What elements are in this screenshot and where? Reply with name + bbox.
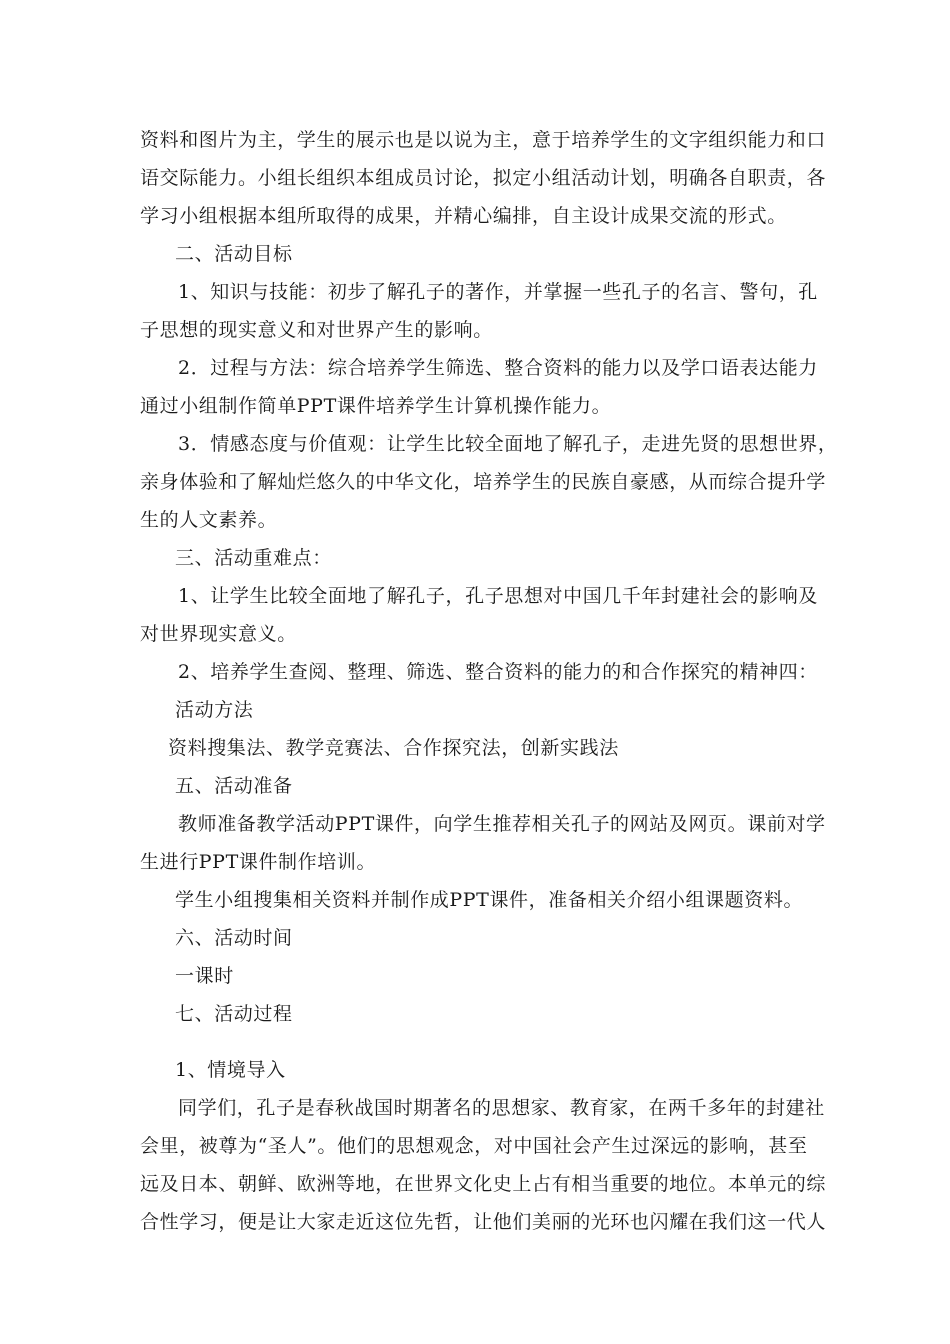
paragraph-line: 对世界现实意义。 (140, 623, 297, 645)
paragraph-line: 学生小组搜集相关资料并制作成PPT课件，准备相关介绍小组课题资料。 (175, 889, 804, 911)
paragraph-line: 一课时 (175, 965, 234, 987)
section-heading: 六、活动时间 (175, 927, 293, 949)
section-heading: 二、活动目标 (175, 243, 293, 265)
paragraph-line: 生的人文素养。 (140, 509, 278, 531)
section-heading: 活动方法 (175, 699, 254, 721)
paragraph-line: 通过小组制作简单PPT课件培养学生计算机操作能力。 (140, 395, 612, 417)
paragraph-line: 2、培养学生查阅、整理、筛选、整合资料的能力的和合作探究的精神四： (178, 661, 818, 683)
paragraph-line: 远及日本、朝鲜、欧洲等地，在世界文化史上占有相当重要的地位。本单元的综 (140, 1173, 827, 1195)
paragraph-line: 生进行PPT课件制作培训。 (140, 851, 377, 873)
paragraph-line: 会里，被尊为“圣人”。他们的思想观念，对中国社会产生过深远的影响，甚至 (140, 1135, 808, 1157)
subsection-heading: 1、情境导入 (175, 1059, 286, 1081)
paragraph-line: 资料搜集法、教学竞赛法、合作探究法，创新实践法 (168, 737, 619, 759)
paragraph-line: 教师准备教学活动PPT课件，向学生推荐相关孔子的网站及网页。课前对学 (178, 813, 826, 835)
paragraph-line: 亲身体验和了解灿烂悠久的中华文化，培养学生的民族自豪感，从而综合提升学 (140, 471, 827, 493)
paragraph-line: 子思想的现实意义和对世界产生的影响。 (140, 319, 493, 341)
paragraph-line: 资料和图片为主，学生的展示也是以说为主，意于培养学生的文字组织能力和口 (140, 129, 827, 151)
paragraph-line: 合性学习，便是让大家走近这位先哲，让他们美丽的光环也闪耀在我们这一代人 (140, 1211, 827, 1233)
paragraph-line: 3．情感态度与价值观：让学生比较全面地了解孔子，走进先贤的思想世界， (178, 433, 838, 455)
paragraph-line: 1、知识与技能：初步了解孔子的著作，并掌握一些孔子的名言、警句，孔 (178, 281, 818, 303)
paragraph-line: 学习小组根据本组所取得的成果，并精心编排，自主设计成果交流的形式。 (140, 205, 787, 227)
paragraph-line: 1、让学生比较全面地了解孔子，孔子思想对中国几千年封建社会的影响及 (178, 585, 818, 607)
paragraph-line: 同学们，孔子是春秋战国时期著名的思想家、教育家，在两千多年的封建社 (178, 1097, 825, 1119)
section-heading: 五、活动准备 (175, 775, 293, 797)
paragraph-line: 2．过程与方法：综合培养学生筛选、整合资料的能力以及学口语表达能力 (178, 357, 818, 379)
section-heading: 七、活动过程 (175, 1003, 293, 1025)
paragraph-line: 语交际能力。小组长组织本组成员讨论，拟定小组活动计划，明确各自职责，各 (140, 167, 827, 189)
section-heading: 三、活动重难点： (175, 547, 332, 569)
